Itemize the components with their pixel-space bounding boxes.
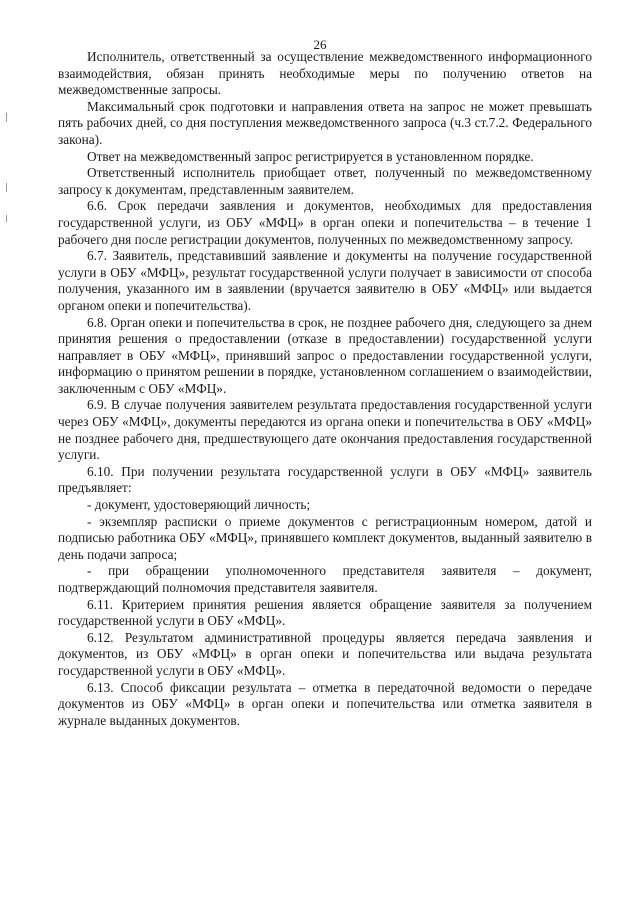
paragraph: Ответ на межведомственный запрос регистрируется в установленном порядке. [87,148,534,164]
paragraph: 6.7. Заявитель, представивший заявление и документы на получение государственной услуги в ОБУ «МФЦ», результат государственной услуги получает в зависимости от способа получения, указанного им в заявлении (вручается заявителю в ОБУ «МФЦ» или выдается органом опеки и попечительства). [58,248,592,313]
paragraph: - документ, удостоверяющий личность; [87,497,311,513]
margin-mark [6,183,7,192]
paragraph: 6.9. В случае получения заявителем результата предоставления государственной услуги через ОБУ «МФЦ», документы передаются из органа опеки и попечительства в ОБУ «МФЦ» не позднее рабочего дня, предшествующего дате окончания предоставления государственной услуги. [58,397,592,463]
document-body [58,49,592,729]
page-number: 26 [313,37,327,52]
paragraph: 6.11. Критерием принятия решения является обращение заявителя за получением государственной услуги в ОБУ «МФЦ». [58,596,592,629]
paragraph: - экземпляр расписки о приеме документов с регистрационным номером, датой и подписью работника ОБУ «МФЦ», принявшего комплект документов, выданный заявителю в день подачи запроса; [58,513,592,562]
paragraph: 6.10. При получении результата государственной услуги в ОБУ «МФЦ» заявитель предъявляет: [58,463,592,496]
paragraph: 6.12. Результатом административной процедуры является передача заявления и документов, из ОБУ «МФЦ» в орган опеки и попечительства или выдача результата государственной услуги в ОБУ «МФЦ». [58,629,592,678]
paragraph: 6.8. Орган опеки и попечительства в срок, не позднее рабочего дня, следующего за днем принятия решения о предоставлении (отказе в предоставлении) государственной услуги направляет в ОБУ «МФЦ», принявший запрос о предоставлении государственной услуги, информацию о принятом решении в порядке, установленном соглашением о взаимодействии, заключенным с ОБУ «МФЦ». [58,314,592,396]
paragraph: 6.13. Способ фиксации результата – отметка в передаточной ведомости о передаче документов из ОБУ «МФЦ» в орган опеки и попечительства или отметка заявителя в журнале выданных документов. [58,679,592,728]
margin-mark [6,113,7,122]
paragraph: - при обращении уполномоченного представителя заявителя – документ, подтверждающий полномочия представителя заявителя. [58,563,592,595]
paragraph: Исполнитель, ответственный за осуществление межведомственного информационного взаимодействия, обязан принять необходимые меры по получению ответов на межведомственные запросы. [58,49,592,98]
paragraph: Ответственный исполнитель приобщает ответ, полученный по межведомственному запросу к документам, представленным заявителем. [58,165,592,197]
margin-mark [6,215,7,222]
paragraph: Максимальный срок подготовки и направления ответа на запрос не может превышать пять рабочих дней, со дня поступления межведомственного запроса (ч.3 ст.7.2. Федерального закона). [58,98,592,147]
paragraph: 6.6. Срок передачи заявления и документов, необходимых для предоставления государственной услуги, из ОБУ «МФЦ» в орган опеки и попечительства – в течение 1 рабочего дня после регистрации документов, полученных по межведомственному запросу. [58,198,592,247]
